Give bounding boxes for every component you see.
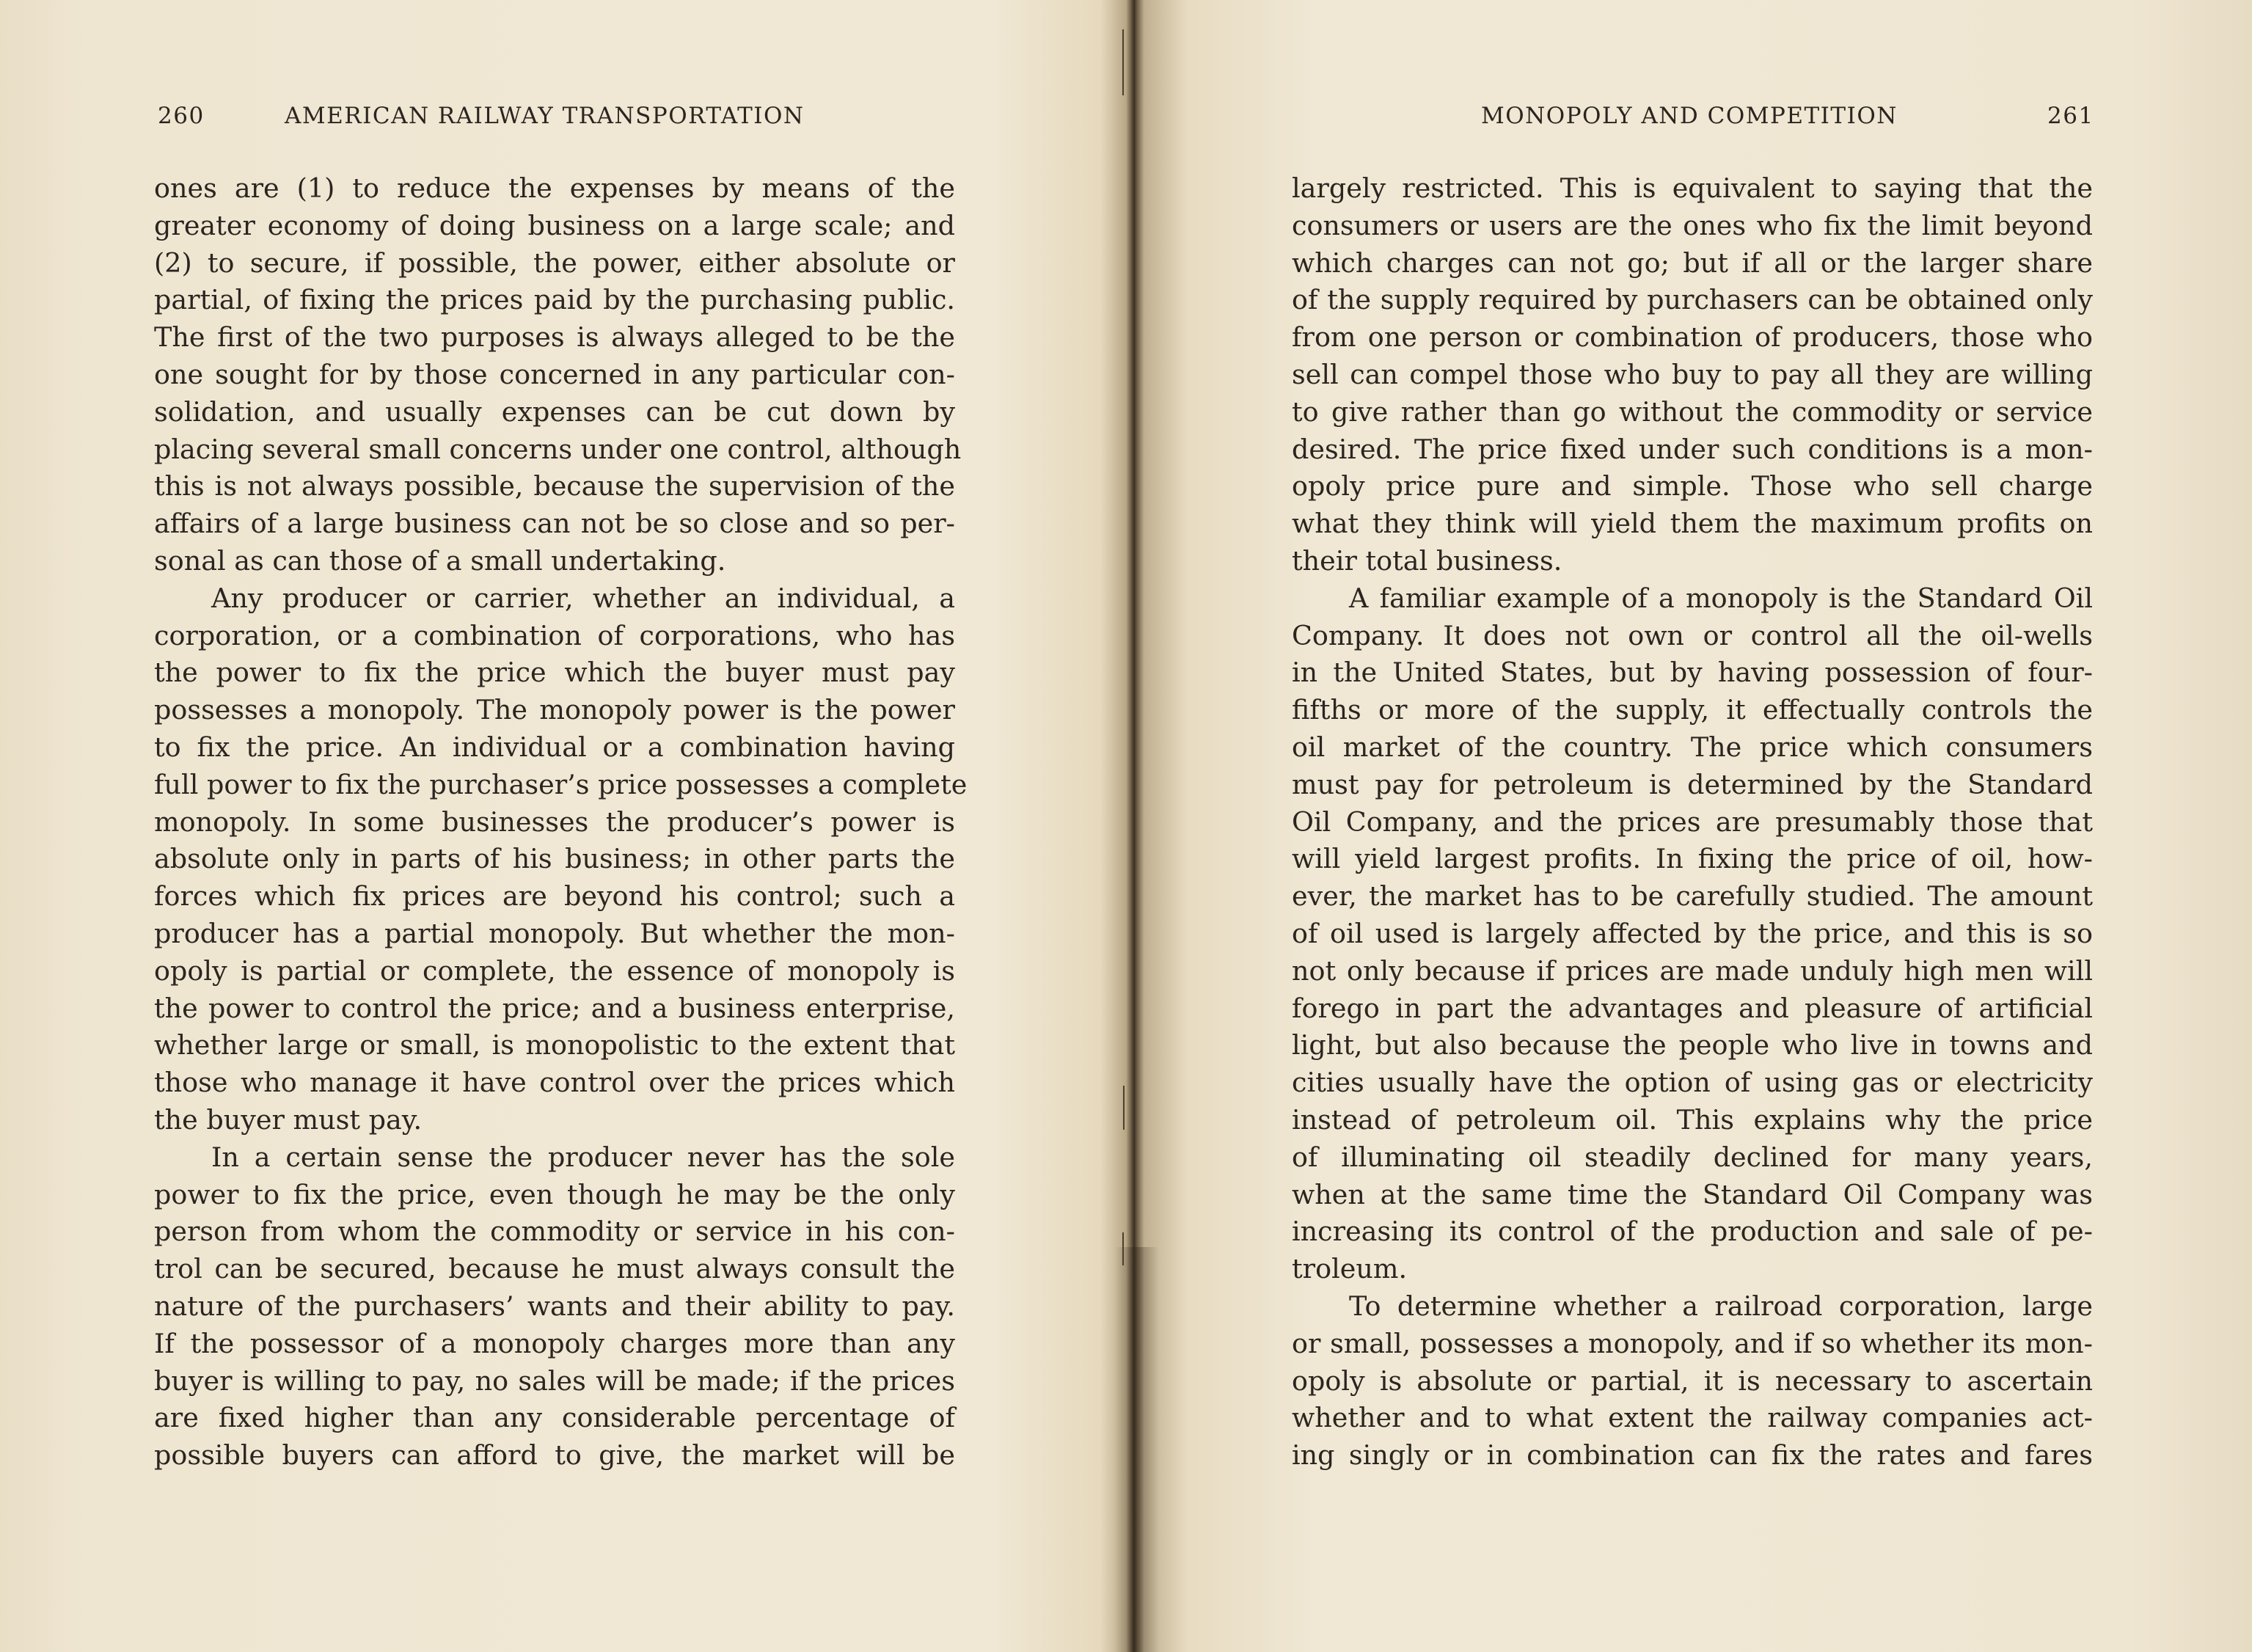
text-line: are fixed higher than any considerable percentage of [154, 1402, 955, 1434]
text-line: The first of the two purposes is always alleged to be the [154, 321, 955, 354]
text-line: corporation, or a combination of corporations, who has [154, 619, 955, 651]
text-line: trol can be secured, because he must always consult the [154, 1253, 955, 1285]
text-line: possesses a monopoly. The monopoly power is the power [154, 694, 955, 726]
text-line: consumers or users are the ones who fix the limit beyond [1292, 209, 2093, 241]
text-line: of the supply required by purchasers can be obtained only [1292, 284, 2093, 316]
text-line: light, but also because the people who live in towns and [1292, 1029, 2093, 1061]
text-line: power to fix the price, even though he may be the only [154, 1178, 955, 1210]
text-line: nature of the purchasers’ wants and their ability to pay. [154, 1290, 955, 1322]
text-line: placing several small concerns under one control, although [154, 433, 962, 465]
text-line: oil market of the country. The price which consumers [1292, 731, 2093, 763]
text-line: to give rather than go without the commodity or service [1292, 395, 2093, 428]
text-line: their total business. [1292, 544, 1562, 577]
text-line: this is not always possible, because the supervision of the [154, 470, 955, 502]
text-line: the power to control the price; and a business enterprise, [154, 992, 955, 1024]
text-line: desired. The price fixed under such conditions is a mon- [1292, 433, 2093, 465]
text-line: affairs of a large business can not be so close and so per- [154, 508, 955, 540]
text-line: In a certain sense the producer never has the sole [211, 1141, 955, 1173]
text-line: ever, the market has to be carefully studied. The amount [1292, 880, 2093, 913]
left-page [0, 0, 1122, 1652]
page-number: 260 [158, 103, 205, 129]
text-line: to fix the price. An individual or a combination having [154, 731, 955, 763]
text-line: forego in part the advantages and pleasure of artificial [1292, 992, 2093, 1024]
text-line: of oil used is largely affected by the price, and this is so [1292, 917, 2093, 949]
text-line: one sought for by those concerned in any particular con- [154, 358, 955, 390]
text-line: increasing its control of the production and sale of pe- [1292, 1216, 2093, 1248]
right-page [1144, 0, 2252, 1652]
text-line: whether and to what extent the railway companies act- [1292, 1402, 2093, 1434]
text-line: opoly price pure and simple. Those who sell charge [1292, 470, 2093, 502]
text-line: person from whom the commodity or service in his con- [154, 1216, 955, 1248]
text-line: troleum. [1292, 1253, 1408, 1285]
text-line: greater economy of doing business on a large scale; and [154, 209, 955, 241]
text-line: monopoly. In some businesses the producer’s power is [154, 805, 955, 838]
text-line: Oil Company, and the prices are presumably those that [1292, 805, 2093, 838]
text-line: forces which fix prices are beyond his control; such a [154, 880, 955, 913]
text-line: of illuminating oil steadily declined for many years, [1292, 1141, 2093, 1173]
text-line: buyer is willing to pay, no sales will be made; if the prices [154, 1364, 955, 1397]
text-line: sell can compel those who buy to pay all they are willing [1292, 358, 2093, 390]
text-line: cities usually have the option of using gas or electricity [1292, 1067, 2093, 1099]
text-line: must pay for petroleum is determined by the Standard [1292, 768, 2093, 800]
text-line: largely restricted. This is equivalent to saying that the [1292, 172, 2093, 204]
text-line: those who manage it have control over the prices which [154, 1067, 955, 1099]
text-line: fifths or more of the supply, it effectually controls the [1292, 694, 2093, 726]
binding-mark [1122, 1232, 1124, 1265]
text-line: whether large or small, is monopolistic to the extent that [154, 1029, 955, 1061]
text-line: producer has a partial monopoly. But whether the mon- [154, 917, 955, 949]
text-line: full power to fix the purchaser’s price possesses a complete [154, 768, 968, 800]
text-line: If the possessor of a monopoly charges more than any [154, 1327, 955, 1359]
text-line: what they think will yield them the maximum profits on [1292, 508, 2093, 540]
gutter-binding [1121, 0, 1131, 1652]
body-text [1292, 170, 2093, 1474]
text-line: sonal as can those of a small undertaking. [154, 544, 726, 577]
text-line: A familiar example of a monopoly is the Standard Oil [1349, 582, 2093, 614]
text-line: ones are (1) to reduce the expenses by means of the [154, 172, 955, 204]
text-line: which charges can not go; but if all or the larger share [1292, 246, 2093, 279]
text-line: from one person or combination of producers, those who [1292, 321, 2093, 354]
binding-mark [1122, 29, 1124, 95]
text-line: the power to fix the price which the buyer must pay [154, 657, 955, 689]
text-line: absolute only in parts of his business; in other parts the [154, 843, 955, 875]
text-line: will yield largest profits. In fixing the price of oil, how- [1292, 843, 2093, 875]
text-line: when at the same time the Standard Oil Company was [1292, 1178, 2093, 1210]
text-line: in the United States, but by having possession of four- [1292, 657, 2093, 689]
text-line: not only because if prices are made unduly high men will [1292, 954, 2093, 987]
body-text [154, 170, 968, 1474]
text-line: opoly is absolute or partial, it is necessary to ascertain [1292, 1364, 2093, 1397]
text-line: possible buyers can afford to give, the market will be [154, 1439, 955, 1472]
running-head: AMERICAN RAILWAY TRANSPORTATION [285, 103, 805, 129]
text-line: To determine whether a railroad corporation, large [1349, 1290, 2093, 1322]
text-line: instead of petroleum oil. This explains why the price [1292, 1103, 2093, 1136]
binding-mark [1123, 1086, 1125, 1130]
text-line: Company. It does not own or control all the oil-wells [1292, 619, 2093, 651]
running-head: MONOPOLY AND COMPETITION [1481, 103, 1898, 129]
text-line: (2) to secure, if possible, the power, either absolute or [154, 246, 955, 279]
text-line: ing singly or in combination can fix the rates and fares [1292, 1439, 2093, 1472]
text-line: Any producer or carrier, whether an individual, a [211, 582, 955, 614]
text-line: or small, possesses a monopoly, and if so whether its mon- [1292, 1327, 2093, 1359]
page-number: 261 [2047, 103, 2094, 129]
text-line: partial, of fixing the prices paid by the purchasing public. [154, 284, 955, 316]
text-line: the buyer must pay. [154, 1103, 423, 1136]
text-line: opoly is partial or complete, the essence of monopoly is [154, 954, 955, 987]
text-line: solidation, and usually expenses can be cut down by [154, 395, 955, 428]
